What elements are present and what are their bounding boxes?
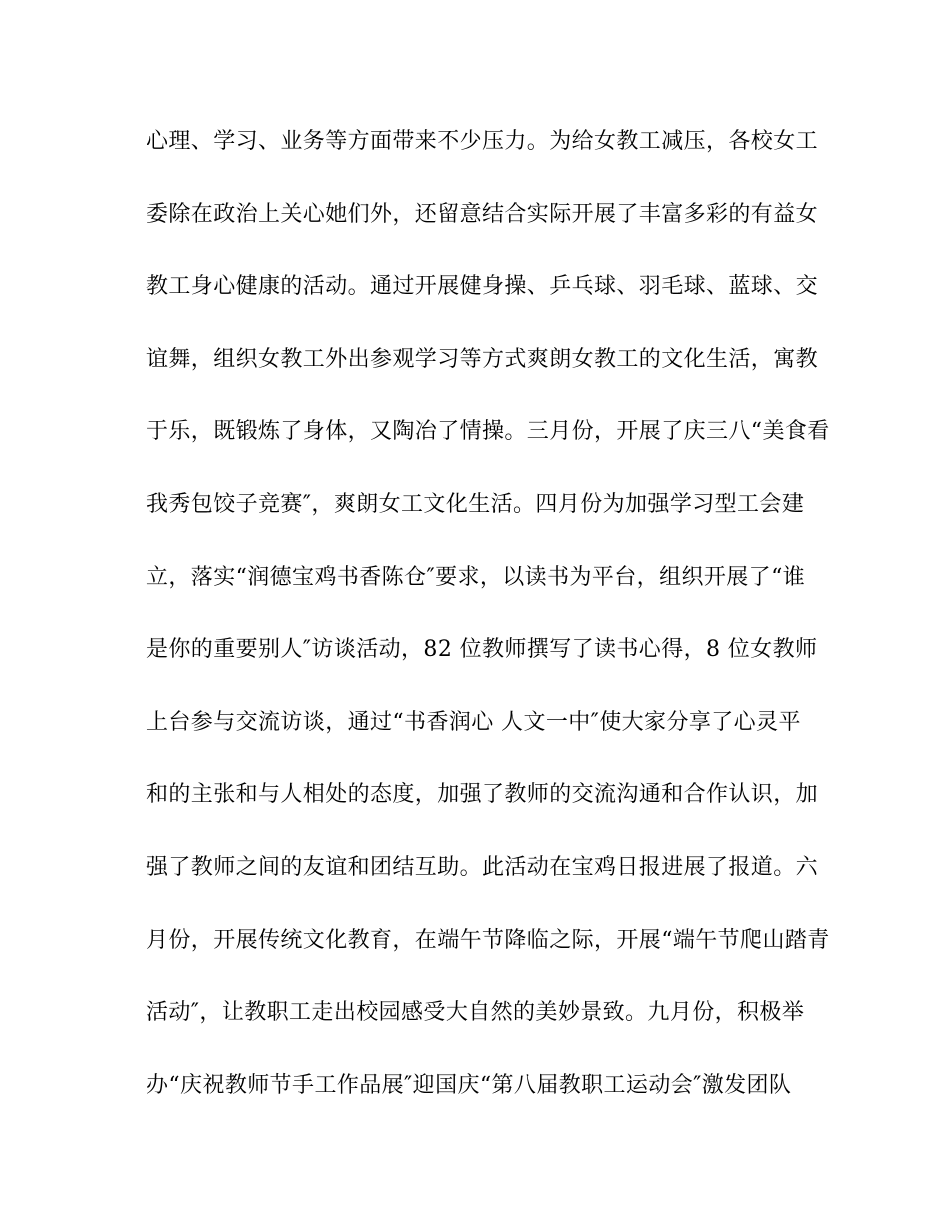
text-line: 月份，开展传统文化教育，在端午节降临之际，开展“端午节爬山踏青: [146, 927, 830, 953]
text-line: 强了教师之间的友谊和团结互助。此活动在宝鸡日报进展了报道。六: [146, 854, 819, 880]
text-line: 是你的重要别人″访谈活动，82 位教师撰写了读书心得，8 位女教师: [146, 637, 818, 663]
text-line: 教工身心健康的活动。通过开展健身操、乒乓球、羽毛球、蓝球、交: [146, 274, 819, 300]
body-text: [146, 119, 830, 1135]
text-line: 委除在政治上关心她们外，还留意结合实际开展了丰富多彩的有益女: [146, 201, 819, 227]
text-line: 于乐，既锻炼了身体，又陶冶了情操。三月份，开展了庆三八“美食看: [146, 419, 830, 445]
text-line: 谊舞，组织女教工外出参观学习等方式爽朗女教工的文化生活，寓教: [146, 346, 819, 372]
text-line: 立，落实“润德宝鸡书香陈仓″要求，以读书为平台，组织开展了“谁: [146, 564, 806, 590]
text-line: 活动″，让教职工走出校园感受大自然的美妙景致。九月份，积极举: [146, 1000, 805, 1026]
text-line: 和的主张和与人相处的态度，加强了教师的交流沟通和合作认识，加: [146, 782, 819, 808]
text-line: 心理、学习、业务等方面带来不少压力。为给女教工减压，各校女工: [146, 129, 819, 154]
text-line: 我秀包饺子竞赛″，爽朗女工文化生活。四月份为加强学习型工会建: [146, 491, 805, 517]
text-line: 办“庆祝教师节手工作品展″迎国庆“第八届教职工运动会″激发团队: [146, 1072, 792, 1098]
text-line: 上台参与交流访谈，通过“书香润心 人文一中″使大家分享了心灵平: [146, 709, 801, 735]
